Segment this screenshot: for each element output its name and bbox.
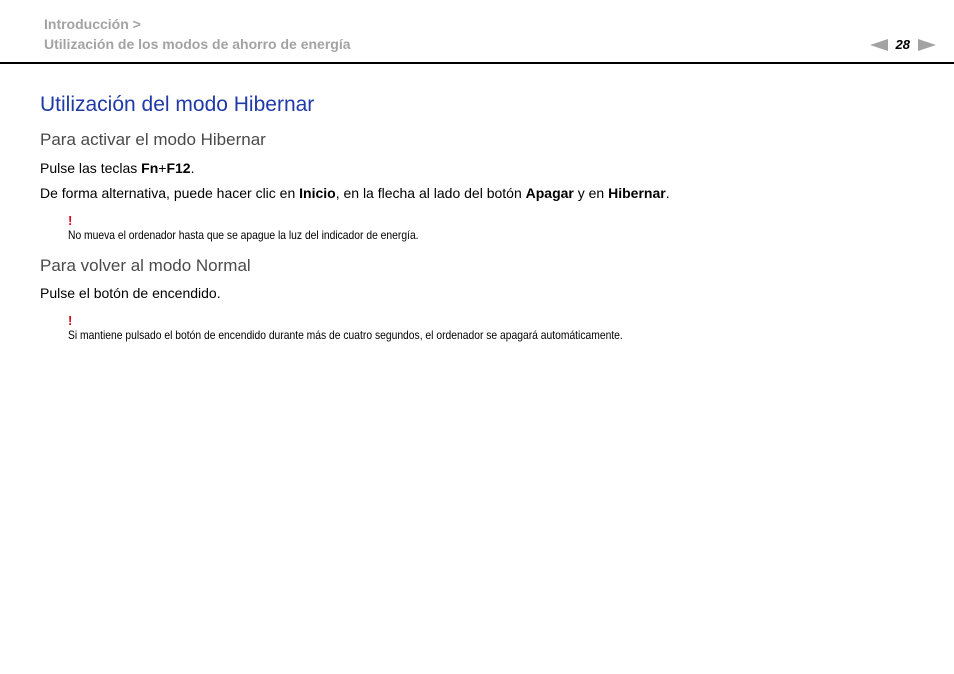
warning-exclamation-icon: !	[68, 213, 73, 228]
breadcrumb-current: Utilización de los modos de ahorro de energía	[44, 36, 351, 52]
page-title: Utilización del modo Hibernar	[40, 93, 315, 116]
text: Pulse las teclas	[40, 160, 142, 176]
text: y en	[573, 185, 609, 201]
page-navigation	[870, 37, 936, 52]
text: , en la flecha al lado del botón	[335, 185, 526, 201]
breadcrumb-parent[interactable]: Introducción >	[44, 16, 141, 32]
bold-inicio: Inicio	[299, 185, 336, 201]
section-heading-activate: Para activar el modo Hibernar	[40, 130, 266, 149]
paragraph-keys	[40, 160, 194, 176]
next-page-arrow-icon[interactable]	[918, 39, 936, 51]
paragraph-power-button: Pulse el botón de encendido.	[40, 285, 221, 301]
key-fn: Fn	[141, 160, 159, 176]
page-number: 28	[895, 37, 910, 52]
section-heading-resume: Para volver al modo Normal	[40, 256, 251, 275]
bold-hibernar: Hibernar	[608, 185, 666, 201]
warning-note-2	[68, 314, 713, 342]
bold-apagar: Apagar	[525, 185, 574, 201]
warning-text: Si mantiene pulsado el botón de encendido durante más de cuatro segundos, el ordenador se apagará automáticamente.	[68, 328, 623, 342]
text: .	[665, 185, 670, 201]
header-divider	[0, 62, 954, 64]
key-f12: F12	[166, 160, 191, 176]
warning-note-1	[68, 214, 476, 242]
text: De forma alternativa, puede hacer clic en	[40, 185, 300, 201]
paragraph-alternative	[40, 185, 670, 201]
previous-page-arrow-icon[interactable]	[870, 39, 888, 51]
text: .	[190, 160, 195, 176]
text: +	[158, 160, 167, 176]
warning-exclamation-icon: !	[68, 313, 73, 328]
warning-text: No mueva el ordenador hasta que se apague la luz del indicador de energía.	[68, 228, 419, 242]
